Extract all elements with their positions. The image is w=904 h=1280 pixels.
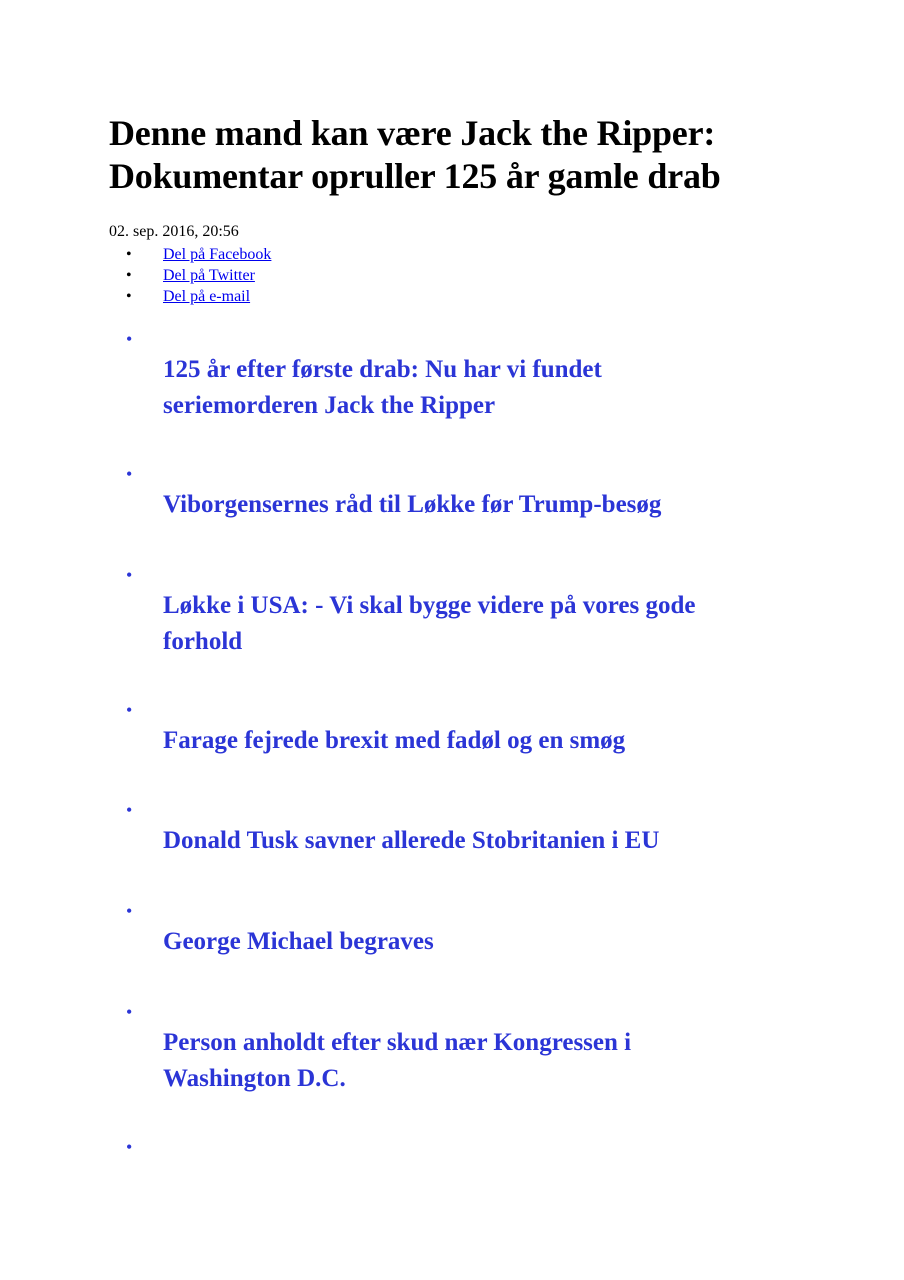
bullet-icon: • [126,700,133,720]
article-title-line-2: Dokumentar opruller 125 år gamle drab [109,156,721,196]
share-twitter-link[interactable]: Del på Twitter [163,267,255,284]
share-item-facebook [109,244,271,265]
bullet-icon: • [126,267,132,284]
related-article-line-2: Washington D.C. [163,1065,346,1092]
article-title [109,112,829,198]
related-article-line-1: Viborgensernes råd til Løkke før Trump-besøg [163,491,662,518]
share-facebook-link[interactable]: Del på Facebook [163,246,272,263]
bullet-icon: • [126,329,133,349]
share-item-email [109,286,271,307]
related-article-line-1: 125 år efter første drab: Nu har vi fundet [163,356,602,383]
related-article-link[interactable] [163,1025,783,1097]
article-date: 02. sep. 2016, 20:56 [109,223,239,240]
bullet-icon: • [126,1137,133,1157]
bullet-icon: • [126,901,133,921]
related-article-line-1: Løkke i USA: - Vi skal bygge videre på vores gode [163,592,696,619]
related-article-link[interactable] [163,487,783,523]
bullet-icon: • [126,464,133,484]
share-email-link[interactable]: Del på e-mail [163,288,251,305]
related-article-link[interactable] [163,823,783,859]
bullet-icon: • [126,1002,133,1022]
share-item-twitter [109,265,271,286]
related-article-line-2: forhold [163,628,243,655]
related-article-link[interactable] [163,588,783,660]
related-article-link[interactable] [163,723,783,759]
related-article-line-1: Person anholdt efter skud nær Kongressen i [163,1029,632,1056]
share-list [109,244,271,307]
article-title-line-1: Denne mand kan være Jack the Ripper: [109,113,716,153]
bullet-icon: • [126,246,132,263]
bullet-icon: • [126,288,132,305]
related-article-line-1: Donald Tusk savner allerede Stobritanien i EU [163,827,660,854]
related-article-line-1: Farage fejrede brexit med fadøl og en smøg [163,727,626,754]
related-article-line-2: seriemorderen Jack the Ripper [163,392,496,419]
related-article-line-1: George Michael begraves [163,928,434,955]
bullet-icon: • [126,565,133,585]
related-article-link[interactable] [163,924,783,960]
bullet-icon: • [126,800,133,820]
related-article-link[interactable] [163,352,783,424]
